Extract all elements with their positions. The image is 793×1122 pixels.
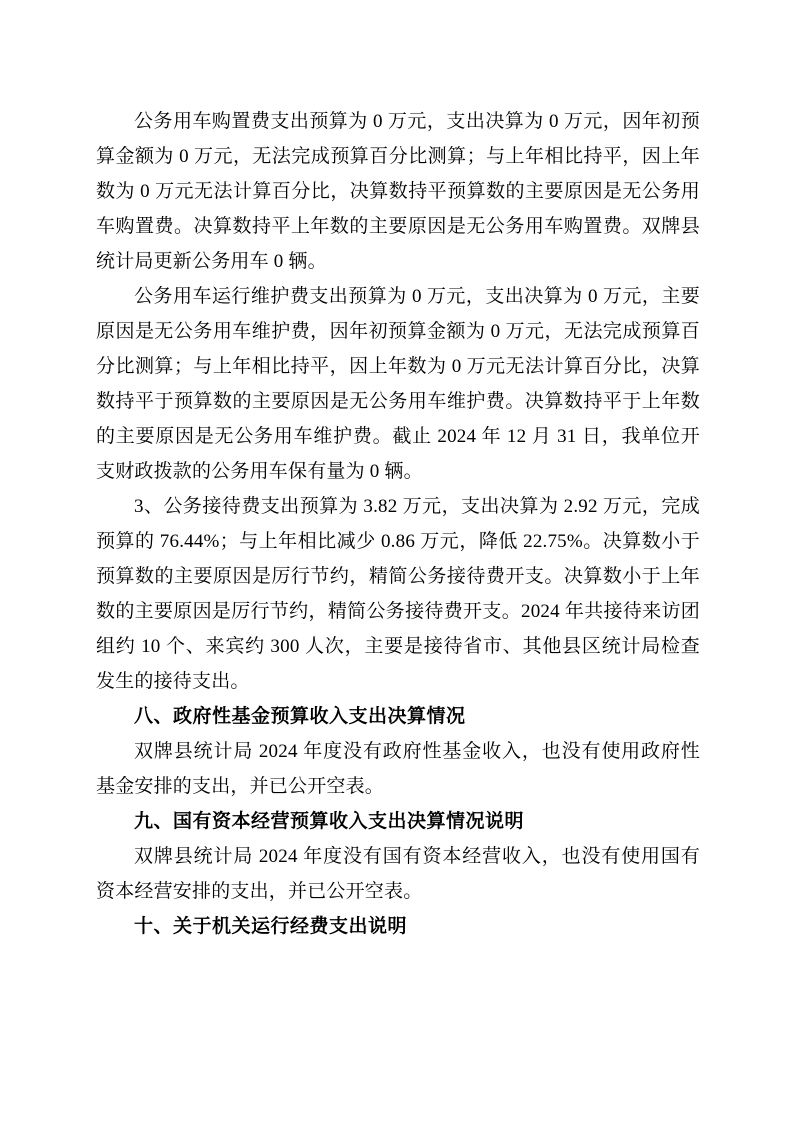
paragraph-vehicle-maintenance-expense: 公务用车运行维护费支出预算为 0 万元，支出决算为 0 万元，主要原因是无公务用车维护费，因年初预算金额为 0 万元，无法完成预算百分比测算；与上年相比持平，因上年数为 0 万元无法计算百分比，决算数持平于预算数的主要原因是无公务用车维护费。决算数持平于上年数的主要原因是无公务用车维护费。截止 2024 年 12 月 31 日，我单位开支财政拨款的公务用车保有量为 0 辆。 (96, 286, 700, 482)
paragraph-official-reception-expense: 3、公务接待费支出预算为 3.82 万元，支出决算为 2.92 万元，完成预算的 76.44%；与上年相比减少 0.86 万元，降低 22.75%。决算数小于预算数的主要原因是厉行节约，精简公务接待费开支。决算数小于上年数的主要原因是厉行节约，精简公务接待费开支。2024 年共接待来访团组约 10 个、来宾约 300 人次，主要是接待省市、其他县区统计局检查发生的接待支出。 (96, 496, 700, 692)
document-body (96, 104, 700, 944)
heading-section-9-state-capital-budget: 九、国有资本经营预算收入支出决算情况说明 (134, 811, 525, 832)
heading-section-10-agency-operating-expense: 十、关于机关运行经费支出说明 (134, 916, 408, 937)
paragraph-vehicle-purchase-expense: 公务用车购置费支出预算为 0 万元，支出决算为 0 万元，因年初预算金额为 0 万元，无法完成预算百分比测算；与上年相比持平，因上年数为 0 万元无法计算百分比，决算数持平预算数的主要原因是无公务用车购置费。决算数持平上年数的主要原因是无公务用车购置费。双牌县统计局更新公务用车 0 辆。 (96, 111, 700, 272)
heading-section-8-government-fund-budget: 八、政府性基金预算收入支出决算情况 (134, 706, 466, 727)
paragraph-state-capital-statement: 双牌县统计局 2024 年度没有国有资本经营收入，也没有使用国有资本经营安排的支出，并已公开空表。 (96, 846, 700, 902)
paragraph-government-fund-statement: 双牌县统计局 2024 年度没有政府性基金收入，也没有使用政府性基金安排的支出，并已公开空表。 (96, 741, 700, 797)
